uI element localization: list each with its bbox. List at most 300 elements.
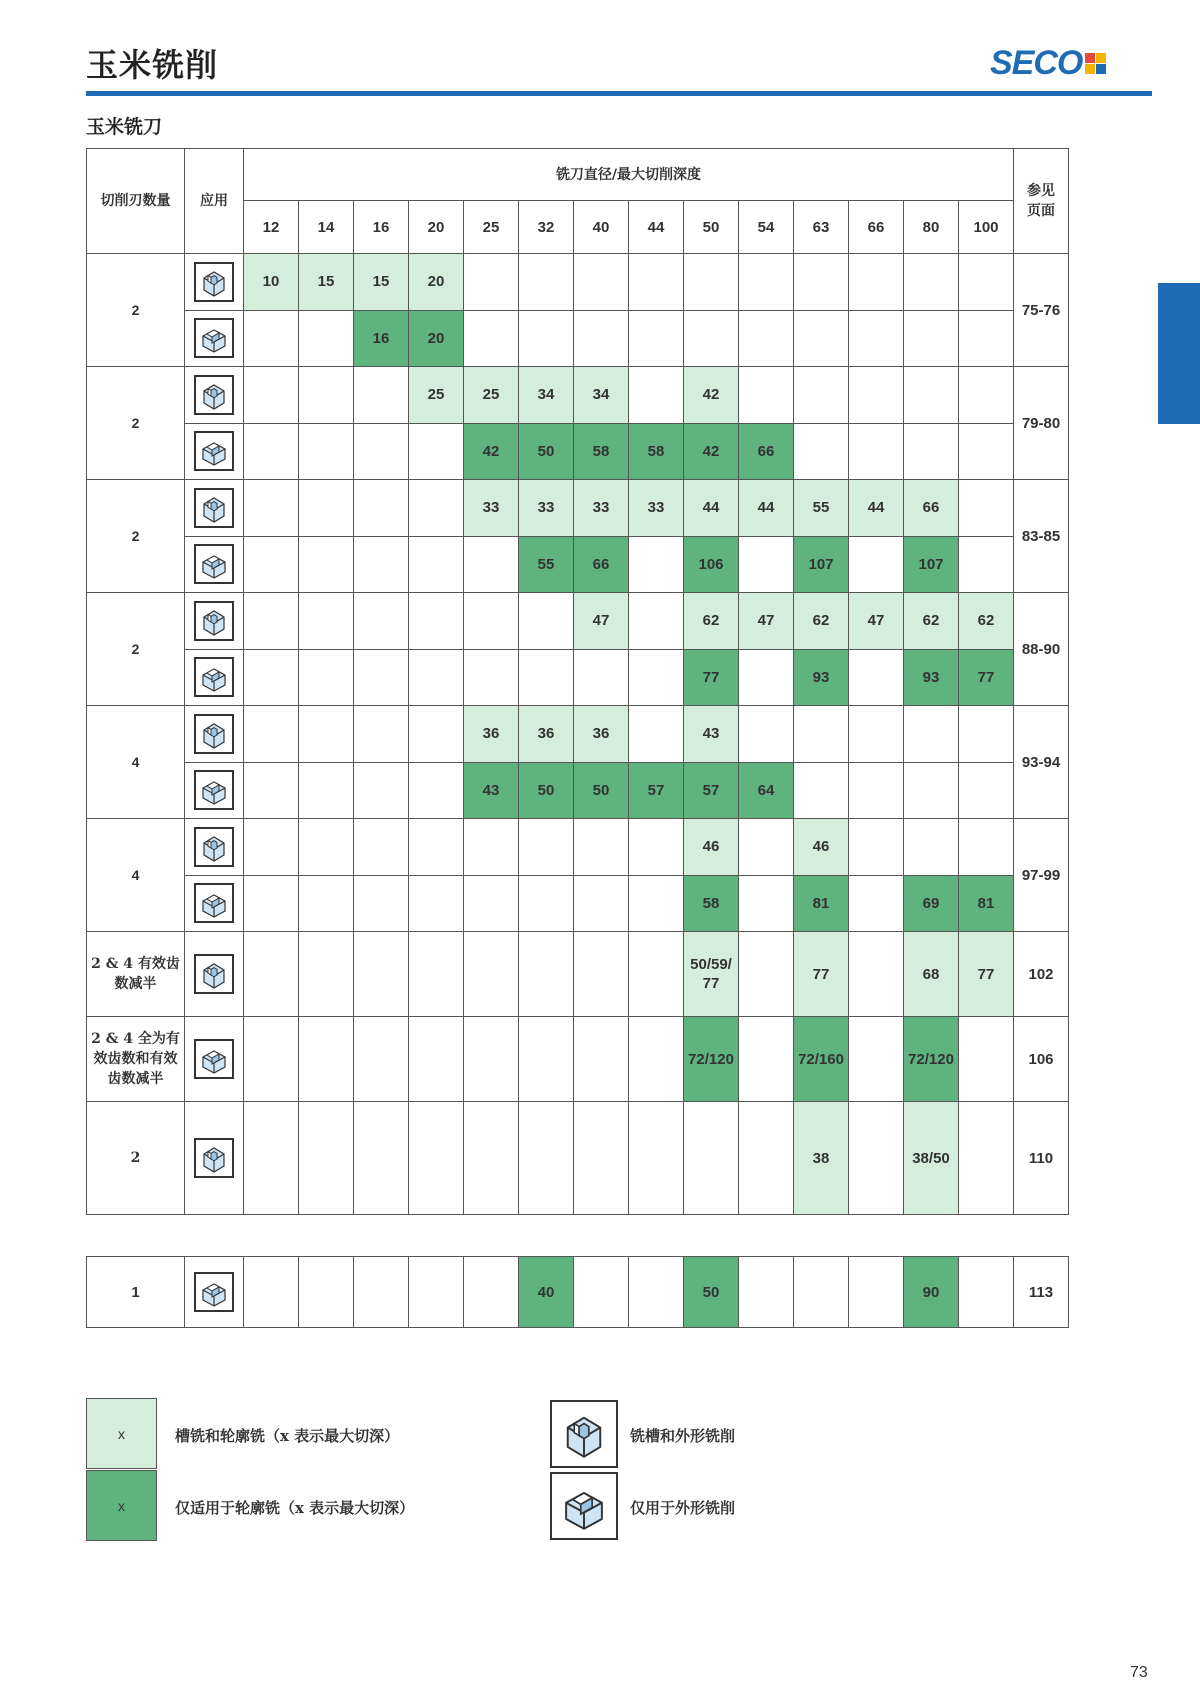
- depth-cell: 58: [684, 875, 739, 932]
- depth-cell: [904, 310, 959, 367]
- depth-cell: [519, 593, 574, 650]
- application-cell: [185, 875, 244, 932]
- depth-cell: [849, 423, 904, 480]
- application-cell: [185, 932, 244, 1017]
- legend-slot-text: 铣槽和外形铣削: [630, 1427, 736, 1445]
- depth-cell: [244, 480, 299, 537]
- table-row: [87, 819, 1069, 876]
- depth-cell: [464, 1102, 519, 1215]
- depth-cell: [794, 310, 849, 367]
- depth-cell: [959, 1017, 1014, 1102]
- header-teeth: 切削刃数量: [87, 149, 185, 254]
- diameter-header: 12: [244, 201, 299, 254]
- depth-cell: 36: [574, 706, 629, 763]
- diameter-header: 14: [299, 201, 354, 254]
- depth-cell: 50: [684, 1257, 739, 1328]
- depth-cell: 57: [629, 762, 684, 819]
- table-row: [87, 254, 1069, 311]
- depth-cell: [354, 706, 409, 763]
- seco-logo: [990, 46, 1106, 80]
- depth-cell: [574, 875, 629, 932]
- diameter-header: 40: [574, 201, 629, 254]
- slot-profile-icon: [194, 375, 234, 415]
- depth-cell: [629, 932, 684, 1017]
- slot-profile-icon: [194, 1138, 234, 1178]
- depth-cell: [409, 762, 464, 819]
- depth-cell: 25: [409, 367, 464, 424]
- ref-page: 97-99: [1014, 819, 1069, 932]
- depth-cell: [629, 875, 684, 932]
- depth-cell: [849, 1257, 904, 1328]
- slot-profile-icon: [194, 488, 234, 528]
- depth-cell: [299, 1257, 354, 1328]
- depth-cell: [849, 1102, 904, 1215]
- depth-cell: [849, 875, 904, 932]
- depth-cell: [409, 1017, 464, 1102]
- depth-cell: 50: [519, 762, 574, 819]
- profile-only-icon: [194, 657, 234, 697]
- depth-cell: 38: [794, 1102, 849, 1215]
- depth-cell: [629, 819, 684, 876]
- depth-cell: [299, 480, 354, 537]
- depth-cell: [739, 932, 794, 1017]
- diameter-header: 16: [354, 201, 409, 254]
- depth-cell: [959, 762, 1014, 819]
- depth-cell: [629, 1102, 684, 1215]
- depth-cell: [794, 1257, 849, 1328]
- ref-page: 83-85: [1014, 480, 1069, 593]
- depth-cell: 62: [959, 593, 1014, 650]
- depth-cell: 72/120: [684, 1017, 739, 1102]
- depth-cell: [629, 1017, 684, 1102]
- depth-cell: [959, 254, 1014, 311]
- depth-cell: [354, 423, 409, 480]
- depth-cell: [409, 1102, 464, 1215]
- teeth-count: 2: [87, 593, 185, 706]
- depth-cell: [794, 706, 849, 763]
- table-row: [87, 1102, 1069, 1215]
- depth-cell: [904, 423, 959, 480]
- depth-cell: [299, 649, 354, 706]
- teeth-count: 4: [87, 706, 185, 819]
- depth-cell: 93: [904, 649, 959, 706]
- depth-cell: [464, 649, 519, 706]
- depth-cell: [464, 536, 519, 593]
- depth-cell: 20: [409, 310, 464, 367]
- ref-page: 93-94: [1014, 706, 1069, 819]
- depth-cell: 72/120: [904, 1017, 959, 1102]
- depth-cell: 15: [354, 254, 409, 311]
- depth-cell: 47: [849, 593, 904, 650]
- page-number: 73: [1130, 1664, 1148, 1681]
- depth-cell: [299, 593, 354, 650]
- ref-page: 102: [1014, 932, 1069, 1017]
- depth-cell: [519, 310, 574, 367]
- depth-cell: [519, 1017, 574, 1102]
- depth-cell: [354, 649, 409, 706]
- application-cell: [185, 310, 244, 367]
- depth-cell: [849, 254, 904, 311]
- legend-light-text: 槽铣和轮廓铣（x 表示最大切深）: [175, 1427, 400, 1445]
- depth-cell: [464, 254, 519, 311]
- depth-cell: 20: [409, 254, 464, 311]
- header-ref-page: 参见 页面: [1014, 149, 1069, 254]
- diameter-header: 44: [629, 201, 684, 254]
- depth-cell: [354, 367, 409, 424]
- depth-cell: [409, 480, 464, 537]
- depth-cell: [739, 1257, 794, 1328]
- depth-cell: 62: [794, 593, 849, 650]
- depth-cell: [849, 819, 904, 876]
- depth-cell: [959, 1102, 1014, 1215]
- depth-cell: 46: [684, 819, 739, 876]
- depth-cell: [574, 932, 629, 1017]
- depth-cell: 107: [794, 536, 849, 593]
- depth-cell: [244, 1017, 299, 1102]
- legend-dark-mark: x: [118, 1497, 125, 1514]
- depth-cell: [299, 367, 354, 424]
- application-cell: [185, 649, 244, 706]
- depth-cell: [574, 1017, 629, 1102]
- depth-cell: [354, 1017, 409, 1102]
- depth-cell: [739, 1102, 794, 1215]
- depth-cell: 81: [959, 875, 1014, 932]
- depth-cell: [794, 762, 849, 819]
- depth-cell: [519, 649, 574, 706]
- depth-cell: [244, 875, 299, 932]
- diameter-header: 63: [794, 201, 849, 254]
- depth-cell: 38/50: [904, 1102, 959, 1215]
- depth-cell: [794, 423, 849, 480]
- depth-cell: [959, 310, 1014, 367]
- application-cell: [185, 367, 244, 424]
- depth-cell: 77: [684, 649, 739, 706]
- depth-cell: 77: [959, 932, 1014, 1017]
- depth-cell: [904, 762, 959, 819]
- table-row: [87, 480, 1069, 537]
- depth-cell: 40: [519, 1257, 574, 1328]
- teeth-count: 2: [87, 480, 185, 593]
- depth-cell: 34: [519, 367, 574, 424]
- depth-cell: [244, 706, 299, 763]
- depth-cell: [409, 536, 464, 593]
- depth-cell: [684, 1102, 739, 1215]
- depth-cell: [244, 649, 299, 706]
- depth-cell: [464, 593, 519, 650]
- depth-cell: 43: [684, 706, 739, 763]
- depth-cell: [354, 480, 409, 537]
- depth-cell: 55: [519, 536, 574, 593]
- depth-cell: 50: [519, 423, 574, 480]
- slot-profile-icon: [194, 954, 234, 994]
- depth-cell: [244, 423, 299, 480]
- depth-cell: [244, 1257, 299, 1328]
- depth-cell: 15: [299, 254, 354, 311]
- diameter-header: 25: [464, 201, 519, 254]
- table-row: [87, 932, 1069, 1017]
- application-cell: [185, 480, 244, 537]
- legend-light-mark: x: [118, 1425, 125, 1442]
- depth-cell: [739, 254, 794, 311]
- depth-cell: [739, 649, 794, 706]
- depth-cell: [409, 423, 464, 480]
- depth-cell: [519, 1102, 574, 1215]
- depth-cell: [299, 1102, 354, 1215]
- depth-cell: 42: [684, 423, 739, 480]
- depth-cell: [849, 1017, 904, 1102]
- diameter-header: 100: [959, 201, 1014, 254]
- depth-cell: 10: [244, 254, 299, 311]
- depth-cell: [739, 819, 794, 876]
- depth-cell: [519, 932, 574, 1017]
- depth-cell: [409, 706, 464, 763]
- depth-cell: 25: [464, 367, 519, 424]
- depth-cell: [519, 875, 574, 932]
- depth-cell: [244, 932, 299, 1017]
- depth-cell: [354, 593, 409, 650]
- depth-cell: [409, 875, 464, 932]
- header-diameter-depth: 铣刀直径/最大切削深度: [244, 149, 1014, 201]
- depth-cell: [739, 875, 794, 932]
- depth-cell: [629, 254, 684, 311]
- depth-cell: [299, 819, 354, 876]
- application-cell: [185, 762, 244, 819]
- depth-cell: [849, 536, 904, 593]
- depth-cell: [409, 649, 464, 706]
- depth-cell: [739, 367, 794, 424]
- depth-cell: 68: [904, 932, 959, 1017]
- header-application: 应用: [185, 149, 244, 254]
- legend-dark-text: 仅适用于轮廓铣（x 表示最大切深）: [175, 1499, 415, 1517]
- application-cell: [185, 593, 244, 650]
- depth-cell: [959, 536, 1014, 593]
- diameter-header: 54: [739, 201, 794, 254]
- table-row: [87, 423, 1069, 480]
- depth-cell: [629, 649, 684, 706]
- depth-cell: 66: [739, 423, 794, 480]
- legend-light-swatch: [86, 1398, 157, 1469]
- table-row: [87, 875, 1069, 932]
- profile-only-icon: [550, 1472, 618, 1540]
- depth-cell: [629, 367, 684, 424]
- table-row: [87, 1017, 1069, 1102]
- depth-cell: [299, 706, 354, 763]
- application-cell: [185, 706, 244, 763]
- depth-cell: 50: [574, 762, 629, 819]
- table-row: [87, 1257, 1069, 1328]
- depth-cell: [299, 310, 354, 367]
- depth-cell: [574, 1102, 629, 1215]
- profile-only-icon: [194, 770, 234, 810]
- depth-cell: [409, 593, 464, 650]
- depth-cell: 36: [519, 706, 574, 763]
- header-rule: [86, 91, 1152, 96]
- depth-cell: 33: [464, 480, 519, 537]
- application-cell: [185, 423, 244, 480]
- depth-cell: [959, 423, 1014, 480]
- depth-cell: [739, 1017, 794, 1102]
- depth-cell: [354, 536, 409, 593]
- table-row: [87, 593, 1069, 650]
- depth-cell: 66: [574, 536, 629, 593]
- depth-cell: [849, 649, 904, 706]
- depth-cell: [244, 310, 299, 367]
- depth-cell: [849, 706, 904, 763]
- profile-only-icon: [194, 1272, 234, 1312]
- depth-cell: 47: [739, 593, 794, 650]
- depth-cell: 47: [574, 593, 629, 650]
- depth-cell: [629, 593, 684, 650]
- depth-cell: [244, 819, 299, 876]
- diameter-header: 50: [684, 201, 739, 254]
- application-cell: [185, 1017, 244, 1102]
- depth-cell: [519, 254, 574, 311]
- legend-profile-text: 仅用于外形铣削: [630, 1499, 736, 1517]
- ref-page: 79-80: [1014, 367, 1069, 480]
- depth-cell: [904, 706, 959, 763]
- depth-cell: [354, 819, 409, 876]
- depth-cell: [299, 1017, 354, 1102]
- depth-cell: [574, 310, 629, 367]
- table-row: [87, 762, 1069, 819]
- depth-cell: [849, 367, 904, 424]
- depth-cell: 90: [904, 1257, 959, 1328]
- depth-cell: 77: [794, 932, 849, 1017]
- depth-cell: [959, 1257, 1014, 1328]
- table-row: [87, 536, 1069, 593]
- logo-mark-icon: [1085, 53, 1106, 74]
- teeth-count: 2: [87, 367, 185, 480]
- diameter-header: 80: [904, 201, 959, 254]
- depth-cell: [244, 593, 299, 650]
- depth-cell: [354, 875, 409, 932]
- depth-cell: 36: [464, 706, 519, 763]
- ref-page: 106: [1014, 1017, 1069, 1102]
- depth-cell: 81: [794, 875, 849, 932]
- depth-cell: [849, 310, 904, 367]
- depth-cell: [904, 819, 959, 876]
- application-cell: [185, 254, 244, 311]
- ref-page: 75-76: [1014, 254, 1069, 367]
- slot-profile-icon: [194, 262, 234, 302]
- depth-cell: 42: [684, 367, 739, 424]
- diameter-header: 20: [409, 201, 464, 254]
- depth-cell: 55: [794, 480, 849, 537]
- table-row: [87, 310, 1069, 367]
- depth-cell: [739, 706, 794, 763]
- depth-cell: 43: [464, 762, 519, 819]
- depth-cell: 57: [684, 762, 739, 819]
- depth-cell: [464, 1257, 519, 1328]
- depth-cell: 33: [629, 480, 684, 537]
- depth-cell: [464, 932, 519, 1017]
- application-cell: [185, 536, 244, 593]
- depth-cell: [354, 762, 409, 819]
- depth-cell: [574, 254, 629, 311]
- profile-only-icon: [194, 883, 234, 923]
- depth-cell: [794, 254, 849, 311]
- teeth-count: 1: [87, 1257, 185, 1328]
- depth-cell: [959, 706, 1014, 763]
- depth-cell: [354, 932, 409, 1017]
- depth-cell: 107: [904, 536, 959, 593]
- depth-cell: [959, 819, 1014, 876]
- ref-page: 110: [1014, 1102, 1069, 1215]
- depth-cell: [464, 875, 519, 932]
- depth-cell: [519, 819, 574, 876]
- depth-cell: 72/160: [794, 1017, 849, 1102]
- profile-only-icon: [194, 318, 234, 358]
- teeth-count: 2: [87, 1102, 185, 1215]
- depth-cell: 58: [574, 423, 629, 480]
- ref-page: 113: [1014, 1257, 1069, 1328]
- diameter-header: 32: [519, 201, 574, 254]
- profile-only-icon: [194, 1039, 234, 1079]
- depth-cell: [959, 367, 1014, 424]
- depth-cell: [629, 310, 684, 367]
- depth-cell: 64: [739, 762, 794, 819]
- depth-cell: 16: [354, 310, 409, 367]
- depth-cell: [244, 367, 299, 424]
- slot-profile-icon: [550, 1400, 618, 1468]
- depth-cell: [739, 536, 794, 593]
- depth-cell: [684, 254, 739, 311]
- depth-cell: [409, 1257, 464, 1328]
- depth-cell: [684, 310, 739, 367]
- depth-cell: [299, 536, 354, 593]
- depth-cell: 44: [739, 480, 794, 537]
- legend-dark-swatch: [86, 1470, 157, 1541]
- depth-cell: 33: [519, 480, 574, 537]
- depth-cell: 62: [904, 593, 959, 650]
- application-cell: [185, 1102, 244, 1215]
- table-row: [87, 367, 1069, 424]
- depth-cell: [959, 480, 1014, 537]
- depth-cell: 62: [684, 593, 739, 650]
- depth-cell: [464, 819, 519, 876]
- depth-cell: 106: [684, 536, 739, 593]
- table-row: [87, 649, 1069, 706]
- teeth-count: 2 & 4 全为有效齿数和有效齿数减半: [87, 1017, 185, 1102]
- cutter-table: [86, 148, 1069, 1215]
- logo-text: SECO: [990, 44, 1083, 82]
- depth-cell: [409, 932, 464, 1017]
- depth-cell: [849, 932, 904, 1017]
- depth-cell: 66: [904, 480, 959, 537]
- depth-cell: [629, 536, 684, 593]
- depth-cell: [354, 1257, 409, 1328]
- depth-cell: 44: [849, 480, 904, 537]
- ref-page: 88-90: [1014, 593, 1069, 706]
- slot-profile-icon: [194, 714, 234, 754]
- depth-cell: [354, 1102, 409, 1215]
- depth-cell: [574, 649, 629, 706]
- page-title: 玉米铣削: [86, 46, 219, 84]
- depth-cell: [629, 706, 684, 763]
- depth-cell: [574, 819, 629, 876]
- depth-cell: [464, 310, 519, 367]
- depth-cell: [299, 932, 354, 1017]
- extra-cutter-table: [86, 1256, 1069, 1328]
- depth-cell: 58: [629, 423, 684, 480]
- depth-cell: 50/59/ 77: [684, 932, 739, 1017]
- depth-cell: 42: [464, 423, 519, 480]
- depth-cell: [849, 762, 904, 819]
- depth-cell: 33: [574, 480, 629, 537]
- depth-cell: [244, 762, 299, 819]
- depth-cell: [794, 367, 849, 424]
- depth-cell: [409, 819, 464, 876]
